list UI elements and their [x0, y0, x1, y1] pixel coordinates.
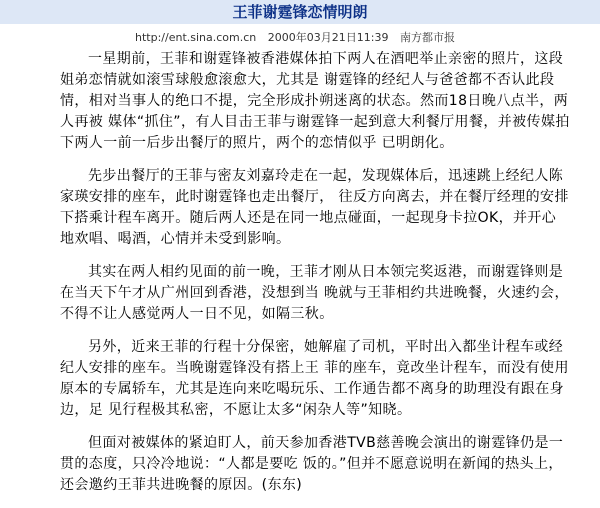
article-paragraph: 先步出餐厅的王菲与密友刘嘉玲走在一起，发现媒体后，迅速跳上经纪人陈家瑛安排的座车，此时谢霆锋也走出餐厅， 往反方向离去，并在餐厅经理的安排下搭乘计程车离开。随后两人还是在同一地点碰面，一起现身卡拉OK，并开心地欢唱、喝酒，心情并未受到影响。 [60, 168, 569, 247]
source-name: 南方都市报 [399, 31, 455, 44]
article-paragraph: 另外，近来王菲的行程十分保密，她解雇了司机，平时出入都坐计程车或经纪人安排的座车。当晚谢霆锋没有搭上王 菲的座车，竟改坐计程车，而没有使用原本的专属轿车，尤其是连向来吃喝玩乐、工作通告都不离身的助理没有跟在身边，足 见行程极其私密，不愿让太多“闲杂人等”知晓。 [60, 339, 569, 418]
article-title: 王菲谢霆锋恋情明朗 [232, 3, 368, 21]
article-paragraph: 其实在两人相约见面的前一晚，王菲才刚从日本领完奖返港，而谢霆锋则是在当天下午才从广州回到香港，没想到当 晚就与王菲相约共进晚餐，火速约会，不得不让人感觉两人一日不见，如隔三秋。 [60, 264, 569, 322]
article-paragraph: 但面对被媒体的紧迫盯人，前天参加香港TVB慈善晚会演出的谢霆锋仍是一贯的态度，只冷冷地说：“人都是要吃 饭的。”但并不愿意说明在新闻的热头上，还会邀约王菲共进晚餐的原因。(东东) [60, 435, 564, 493]
article-body [60, 49, 570, 508]
publish-datetime: 2000年03月21日11:39 [267, 31, 389, 44]
article-meta [135, 30, 600, 46]
article-paragraph: 一星期前，王菲和谢霆锋被香港媒体拍下两人在酒吧举止亲密的照片，这段姐弟恋情就如滚雪球般愈滚愈大，尤其是 谢霆锋的经纪人与爸爸都不否认此段情，相对当事人的绝口不提，完全形成扑朔迷离的状态。然而18日晚八点半，两人再被 媒体“抓住”，有人目击王菲与谢霆锋一起到意大利餐厅用餐，并被传媒拍下两人一前一后步出餐厅的照片，两个的恋情似乎 已明朗化。 [60, 51, 570, 151]
source-url[interactable]: http://ent.sina.com.cn [135, 31, 257, 44]
